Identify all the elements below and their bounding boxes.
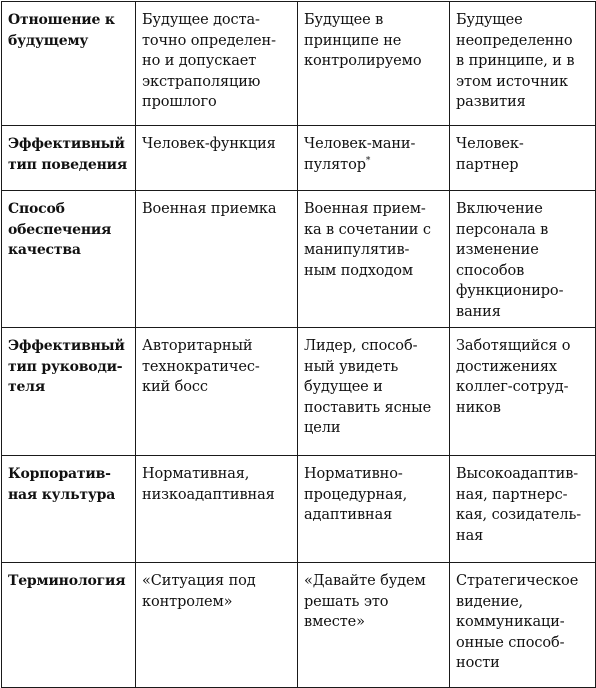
table-cell: Лидер, способ- ный увидеть будущее и поставить ясные цели <box>298 328 450 456</box>
row-header-future-attitude: Отношение к будущему <box>2 2 136 126</box>
row-header-quality-method: Способ обеспечения качества <box>2 191 136 328</box>
table-cell-text: Человек-мани- пулятор <box>304 136 416 173</box>
table-cell: Будущее доста- точно определен- но и допускает экстраполяцию прошлого <box>136 2 298 126</box>
comparison-table <box>1 1 596 688</box>
table-cell: Высокоадаптив- ная, партнерс- кая, созидатель- ная <box>450 456 596 563</box>
table-row <box>2 126 596 191</box>
table-cell: Человек-функция <box>136 126 298 191</box>
table-cell: «Ситуация под контролем» <box>136 563 298 688</box>
table-row <box>2 456 596 563</box>
table-cell: Будущее неопределенно в принципе, и в этом источник развития <box>450 2 596 126</box>
table-cell: Военная прием- ка в сочетании с манипулятив- ным подходом <box>298 191 450 328</box>
table-cell <box>298 126 450 191</box>
table-cell: Включение персонала в изменение способов функциониро- вания <box>450 191 596 328</box>
table-cell: Человек- партнер <box>450 126 596 191</box>
table-cell: «Давайте будем решать это вместе» <box>298 563 450 688</box>
table-cell: Стратегическое видение, коммуникаци- онные способ- ности <box>450 563 596 688</box>
row-header-behavior-type: Эффективный тип поведения <box>2 126 136 191</box>
table-row <box>2 563 596 688</box>
footnote-mark: * <box>365 155 371 166</box>
table-cell: Нормативно- процедурная, адаптивная <box>298 456 450 563</box>
row-header-corporate-culture: Корпоратив- ная культура <box>2 456 136 563</box>
table-cell: Авторитарный технократичес- кий босс <box>136 328 298 456</box>
table-row <box>2 2 596 126</box>
table-cell: Будущее в принципе не контролируемо <box>298 2 450 126</box>
table-row <box>2 191 596 328</box>
table-cell: Военная приемка <box>136 191 298 328</box>
row-header-manager-type: Эффективный тип руководи- теля <box>2 328 136 456</box>
row-header-terminology: Терминология <box>2 563 136 688</box>
table-row <box>2 328 596 456</box>
table-cell: Заботящийся о достижениях коллег-сотруд- ников <box>450 328 596 456</box>
table-cell: Нормативная, низкоадаптивная <box>136 456 298 563</box>
